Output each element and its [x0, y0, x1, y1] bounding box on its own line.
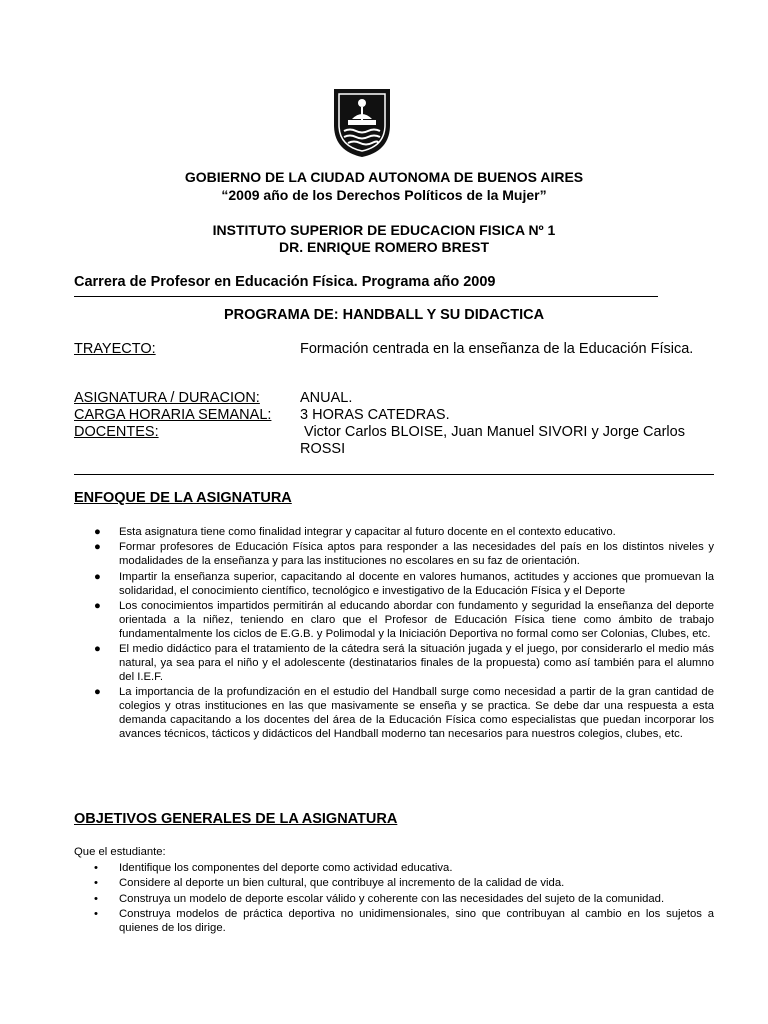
- bullet-icon: •: [94, 892, 98, 905]
- bullet-icon: ●: [94, 686, 101, 699]
- bullet-icon: ●: [94, 600, 101, 613]
- list-item: • Construya un modelo de deporte escolar válido y coherente con las necesidades del sujeto de la comunidad.: [94, 892, 665, 905]
- career-line: Carrera de Profesor en Educación Física. Programa año 2009: [74, 274, 496, 290]
- objetivos-intro: Que el estudiante:: [74, 846, 166, 858]
- info-value-carga: 3 HORAS CATEDRAS.: [300, 407, 450, 423]
- info-label-docentes: DOCENTES:: [74, 424, 159, 440]
- bullet-icon: ●: [94, 526, 101, 538]
- info-value-trayecto: Formación centrada en la enseñanza de la Educación Física.: [300, 341, 694, 357]
- objetivos-list: [74, 862, 714, 938]
- bullet-icon: ●: [94, 570, 101, 583]
- bullet-icon: ●: [94, 541, 101, 554]
- bullet-icon: •: [94, 877, 98, 890]
- list-item: ● Impartir la enseñanza superior, capacitando al docente en valores humanos, actitudes y acciones que promuevan la solidaridad, el conocimiento científico, tecnológico e investigativo de la Educación Física y el Deporte: [94, 570, 714, 597]
- program-title: PROGRAMA DE: HANDBALL Y SU DIDACTICA: [223, 307, 545, 323]
- info-label-asignatura: ASIGNATURA / DURACION:: [74, 390, 260, 406]
- list-item: ● Los conocimientos impartidos permitirán al educando abordar con fundamento y seguridad la enseñanza del deporte orientada a la niñez, teniendo en claro que el Profesor de Educación Física tiene como ámbito de trabajo fundamentalmente los ciclos de E.G.B. y Polimodal y la Iniciación Deportiva no formal como ser Colonias, Clubes, etc.: [94, 600, 714, 640]
- bullet-icon: ●: [94, 643, 101, 656]
- section-title-enfoque: ENFOQUE DE LA ASIGNATURA: [74, 490, 292, 506]
- list-item: ● Formar profesores de Educación Física aptos para responder a las necesidades del país en los distintos niveles y modalidades de la enseñanza y para las instituciones no escolares en su faz de orientación.: [94, 541, 714, 568]
- bullet-icon: •: [94, 908, 98, 921]
- list-item: • Construya modelos de práctica deportiva no unidimensionales, sino que contribuyan al cambio en los sujetos a quienes de los dirige.: [94, 908, 714, 935]
- city-seal-icon: [330, 85, 394, 159]
- divider: [74, 296, 658, 297]
- bullet-icon: •: [94, 862, 98, 874]
- info-label-carga: CARGA HORARIA SEMANAL:: [74, 407, 272, 423]
- enfoque-list: [74, 526, 714, 744]
- info-value-asignatura: ANUAL.: [300, 390, 353, 406]
- info-label-trayecto: TRAYECTO:: [74, 341, 156, 357]
- institute-name: DR. ENRIQUE ROMERO BREST: [278, 239, 489, 255]
- year-motto: “2009 año de los Derechos Políticos de la Mujer”: [221, 187, 547, 203]
- list-item: ● El medio didáctico para el tratamiento de la cátedra será la situación jugada y el juego, por considerarlo el medio más natural, ya sea para el niño y el adolescente (destinatarios finales de la propuesta) como así también para el alumno del I.E.F.: [94, 643, 714, 684]
- list-item: • Identifique los componentes del deporte como actividad educativa.: [94, 862, 453, 874]
- section-title-objetivos: OBJETIVOS GENERALES DE LA ASIGNATURA: [74, 811, 398, 827]
- list-item: ● La importancia de la profundización en el estudio del Handball surge como necesidad a partir de la gran cantidad de colegios y otras instituciones en las que masivamente se enseña y se practica. Se debe dar una respuesta a esta demanda capacitando a los docentes del área de la Educación Física como especialistas que puedan incorporar los avances técnicos, tácticos y didácticos del Handball moderno tan necesarios para nuestros colegios, clubes, etc.: [94, 686, 714, 741]
- list-item: ● Esta asignatura tiene como finalidad integrar y capacitar al futuro docente en el contexto educativo.: [94, 526, 616, 538]
- info-value-docentes: Victor Carlos BLOISE, Juan Manuel SIVORI y Jorge Carlos ROSSI: [300, 424, 689, 457]
- institute-heading: INSTITUTO SUPERIOR DE EDUCACION FISICA Nº 1: [212, 222, 556, 238]
- divider: [74, 474, 714, 475]
- list-item: • Considere al deporte un bien cultural, que contribuye al incremento de la calidad de vida.: [94, 877, 565, 890]
- government-heading: GOBIERNO DE LA CIUDAD AUTONOMA DE BUENOS AIRES: [184, 169, 584, 185]
